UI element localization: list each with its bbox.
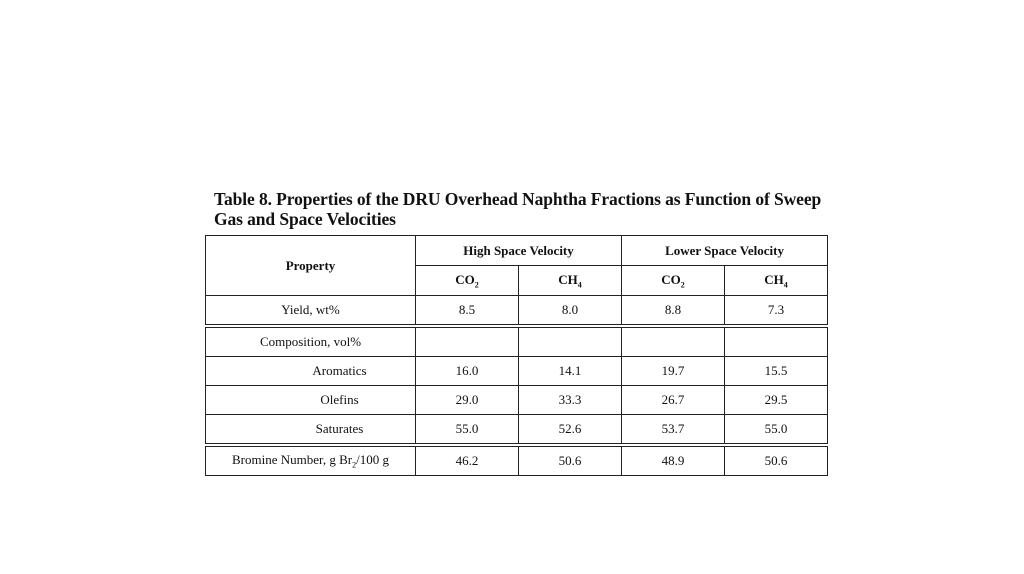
- row-label: Aromatics: [206, 357, 416, 386]
- caption-line-1: Table 8. Properties of the DRU Overhead Naphtha Fractions as Function of Sweep: [214, 189, 822, 209]
- row-label: Saturates: [206, 415, 416, 446]
- table-cell: 55.0: [725, 415, 828, 446]
- row-label: Olefins: [206, 386, 416, 415]
- header-gas: $CH_4$: [725, 266, 828, 296]
- table-cell: 19.7: [622, 357, 725, 386]
- table-cell: [725, 326, 828, 357]
- header-row-groups: [206, 236, 828, 266]
- table-cell: 7.3: [725, 296, 828, 327]
- table-cell: [622, 326, 725, 357]
- table-caption: [214, 189, 829, 229]
- table-row: [206, 445, 828, 476]
- table-cell: 29.5: [725, 386, 828, 415]
- table-cell: 8.8: [622, 296, 725, 327]
- table-cell: 48.9: [622, 445, 725, 476]
- document: [205, 189, 829, 476]
- table-cell: 50.6: [519, 445, 622, 476]
- header-high-space-velocity: High Space Velocity: [416, 236, 622, 266]
- header-property: Property: [206, 236, 416, 296]
- table-row: [206, 357, 828, 386]
- caption-line-2: Gas and Space Velocities: [214, 209, 396, 229]
- row-label: Yield, wt%: [206, 296, 416, 327]
- table-cell: 8.5: [416, 296, 519, 327]
- table-cell: 55.0: [416, 415, 519, 446]
- table-cell: 8.0: [519, 296, 622, 327]
- table-row: [206, 386, 828, 415]
- table-row: [206, 296, 828, 327]
- table-cell: [416, 326, 519, 357]
- table-cell: 29.0: [416, 386, 519, 415]
- table-cell: 33.3: [519, 386, 622, 415]
- table-row: [206, 415, 828, 446]
- header-gas: $CO_2$: [622, 266, 725, 296]
- table-cell: 26.7: [622, 386, 725, 415]
- table-cell: 15.5: [725, 357, 828, 386]
- row-label: Composition, vol%: [206, 326, 416, 357]
- table-cell: 53.7: [622, 415, 725, 446]
- table-cell: 14.1: [519, 357, 622, 386]
- table-row: [206, 326, 828, 357]
- properties-table: [205, 235, 828, 476]
- header-lower-space-velocity: Lower Space Velocity: [622, 236, 828, 266]
- header-gas: $CH_4$: [519, 266, 622, 296]
- table-cell: [519, 326, 622, 357]
- header-gas: $CO_2$: [416, 266, 519, 296]
- table-cell: 52.6: [519, 415, 622, 446]
- row-label: Bromine Number, g $Br_2/100$ g: [206, 445, 416, 476]
- table-cell: 16.0: [416, 357, 519, 386]
- table-cell: 50.6: [725, 445, 828, 476]
- table-cell: 46.2: [416, 445, 519, 476]
